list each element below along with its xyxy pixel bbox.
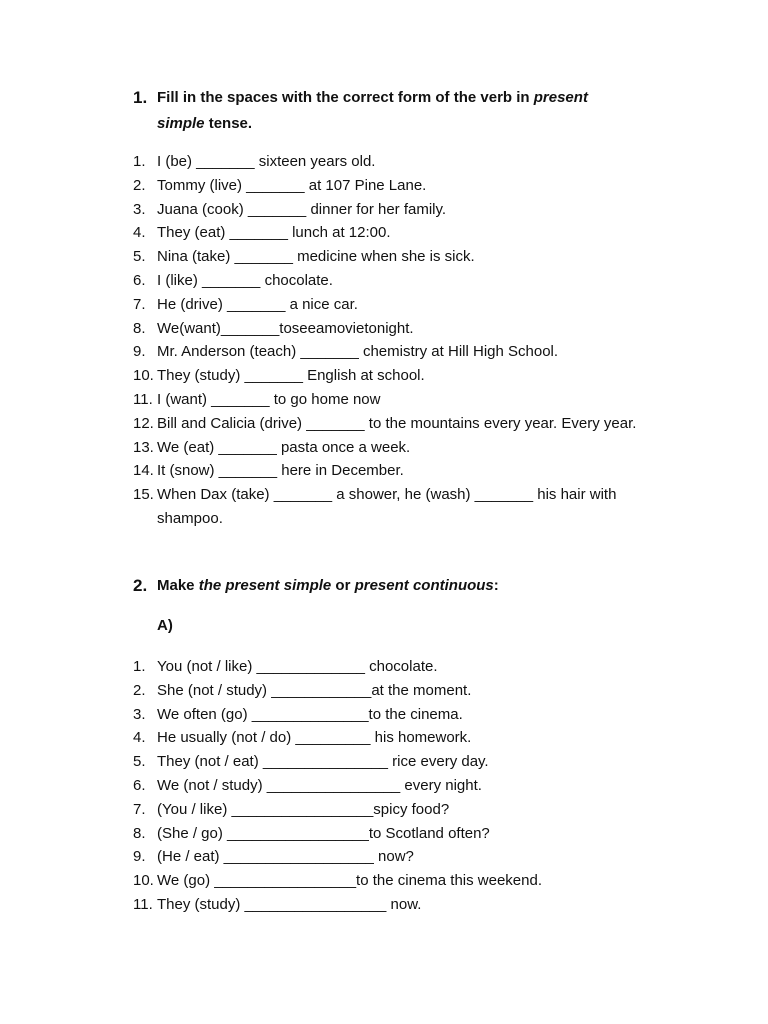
item-number: 8. — [133, 824, 146, 842]
list-item — [133, 198, 653, 222]
section-1-number: 1. — [133, 88, 148, 107]
item-number: 1. — [133, 658, 146, 675]
list-item — [133, 483, 653, 531]
item-text: Juana (cook) _______ dinner for her family. — [157, 200, 447, 218]
list-item — [133, 703, 653, 727]
item-text: It (snow) _______ here in December. — [157, 462, 404, 480]
list-item — [133, 774, 653, 798]
item-number: 5. — [133, 753, 146, 771]
item-number: 3. — [133, 200, 146, 218]
instruction-text: Fill in the spaces with the correct form of the verb in — [157, 89, 534, 106]
item-text: I (like) _______ chocolate. — [157, 271, 333, 289]
item-text: He usually (not / do) _________ his homework. — [157, 729, 472, 747]
item-text: (You / like) _________________spicy food? — [157, 800, 450, 818]
item-number: 13. — [133, 438, 154, 456]
list-item — [133, 869, 653, 893]
list-item — [133, 459, 653, 483]
instruction-italic: present continuous — [354, 577, 494, 594]
item-text: She (not / study) ____________at the moment. — [157, 681, 472, 699]
item-text: You (not / like) _____________ chocolate. — [157, 658, 438, 675]
list-item — [133, 893, 653, 917]
item-text: (She / go) _________________to Scotland often? — [157, 824, 490, 842]
item-text: I (want) _______ to go home now — [157, 390, 381, 408]
instruction-italic: the present simple — [198, 577, 332, 594]
section-2-sublabel: A) — [157, 617, 173, 634]
list-item — [133, 317, 653, 341]
list-item — [133, 679, 653, 703]
section-2-heading — [133, 573, 633, 599]
instruction-text: or — [331, 577, 355, 594]
item-number: 14. — [133, 462, 154, 480]
item-number: 9. — [133, 343, 146, 361]
list-item — [133, 798, 653, 822]
list-item — [133, 221, 653, 245]
section-2-number: 2. — [133, 576, 148, 595]
item-number: 7. — [133, 295, 146, 313]
instruction-text: Make — [157, 577, 199, 594]
item-text: Nina (take) _______ medicine when she is sick. — [157, 248, 475, 266]
list-item — [133, 364, 653, 388]
item-text: We often (go) ______________to the cinema. — [157, 705, 463, 723]
item-number: 10. — [133, 367, 154, 385]
item-text: They (eat) _______ lunch at 12:00. — [157, 224, 391, 242]
item-number: 2. — [133, 176, 146, 194]
item-text: Tommy (live) _______ at 107 Pine Lane. — [157, 176, 427, 194]
list-item — [133, 340, 653, 364]
item-text: I (be) _______ sixteen years old. — [157, 153, 376, 170]
section-1-heading — [133, 85, 633, 137]
list-item — [133, 269, 653, 293]
item-number: 11. — [133, 390, 153, 408]
item-text: Bill and Calicia (drive) _______ to the mountains every year. Every year. — [157, 414, 637, 432]
instruction-text: tense. — [204, 115, 253, 132]
item-text: They (study) _______ English at school. — [157, 367, 425, 385]
list-item — [133, 655, 653, 679]
list-item — [133, 388, 653, 412]
section-2-list — [133, 655, 653, 917]
item-text: (He / eat) __________________ now? — [157, 848, 414, 866]
list-item — [133, 174, 653, 198]
section-1-list — [133, 150, 653, 531]
instruction-text: : — [493, 577, 499, 594]
item-number: 6. — [133, 271, 146, 289]
item-text: They (not / eat) _______________ rice every day. — [157, 753, 489, 771]
item-number: 10. — [133, 872, 154, 890]
instruction-italic: present simple — [157, 89, 588, 132]
item-text: When Dax (take) _______ a shower, he (wash) _______ his hair with shampoo. — [157, 486, 617, 527]
item-text: We(want)_______toseeamovietonight. — [157, 319, 414, 337]
list-item — [133, 726, 653, 750]
item-number: 6. — [133, 776, 146, 794]
item-number: 1. — [133, 153, 146, 170]
section-2-instruction — [157, 573, 633, 599]
section-1-instruction — [157, 85, 633, 137]
list-item — [133, 293, 653, 317]
item-text: Mr. Anderson (teach) _______ chemistry at Hill High School. — [157, 343, 559, 361]
item-text: We (go) _________________to the cinema this weekend. — [157, 872, 542, 890]
item-text: They (study) _________________ now. — [157, 895, 422, 913]
item-number: 9. — [133, 848, 146, 866]
item-number: 12. — [133, 414, 154, 432]
list-item — [133, 150, 653, 174]
item-number: 3. — [133, 705, 146, 723]
item-number: 15. — [133, 486, 154, 504]
item-text: He (drive) _______ a nice car. — [157, 295, 358, 313]
item-number: 8. — [133, 319, 146, 337]
item-number: 5. — [133, 248, 146, 266]
item-number: 2. — [133, 681, 146, 699]
item-text: We (not / study) ________________ every night. — [157, 776, 482, 794]
item-number: 4. — [133, 224, 146, 242]
item-number: 4. — [133, 729, 146, 747]
list-item — [133, 845, 653, 869]
list-item — [133, 245, 653, 269]
list-item — [133, 412, 653, 436]
item-number: 7. — [133, 800, 146, 818]
list-item — [133, 750, 653, 774]
item-text: We (eat) _______ pasta once a week. — [157, 438, 411, 456]
list-item — [133, 822, 653, 846]
list-item — [133, 436, 653, 460]
item-number: 11. — [133, 895, 153, 913]
